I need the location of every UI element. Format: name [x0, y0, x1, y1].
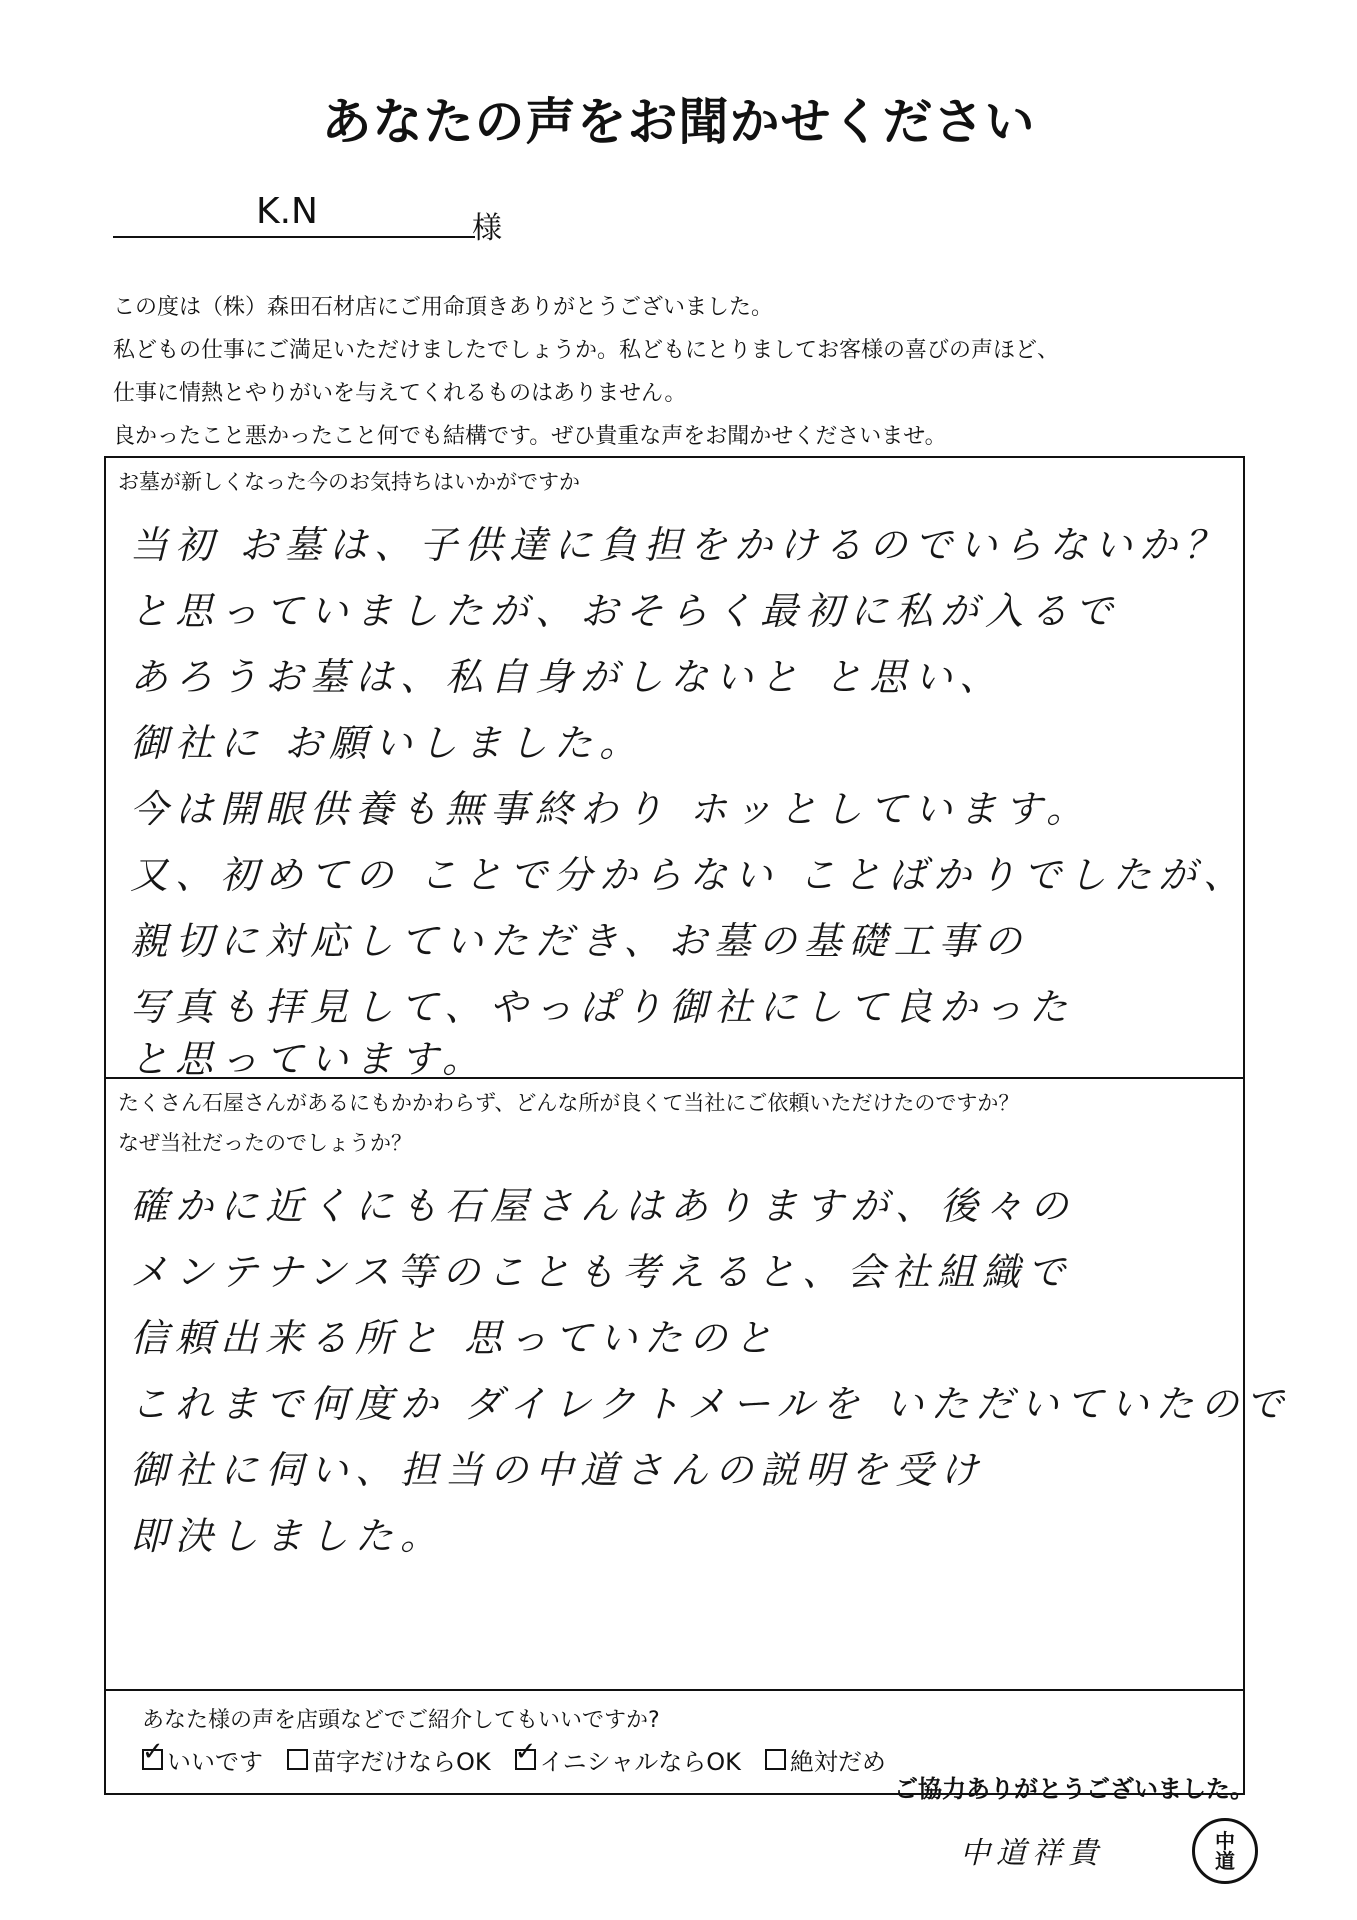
question-2-text: なぜ当社だったのでしょうか？ [118, 1131, 412, 1155]
page-title: あなたの声をお聞かせください [321, 93, 1036, 151]
handwritten-answer-line: 当初 お墓は、子供達に負担をかけるのでいらないか？ [130, 523, 1230, 567]
option-label: イニシャルならOK [539, 1748, 741, 1776]
consent-options [142, 1742, 886, 1777]
staff-signature: 中道祥貴 [960, 1836, 1104, 1871]
name-underline [113, 236, 475, 238]
handwritten-answer-line: あろうお墓は、私自身がしないと と思い、 [130, 655, 1005, 699]
customer-name: K.N [256, 191, 318, 232]
option-label: 絶対だめ [789, 1748, 886, 1776]
intro-line: 仕事に情熱とやりがいを与えてくれるものはありません。 [113, 381, 687, 406]
checkbox-checked-icon[interactable] [142, 1749, 163, 1770]
handwritten-answer-line: 写真も拝見して、やっぱり御社にして良かった [130, 985, 1075, 1029]
handwritten-answer-line: と思っていましたが、おそらく最初に私が入るで [130, 589, 1120, 633]
option-label: いいです [167, 1748, 263, 1776]
question-1-box [104, 456, 1249, 1081]
handwritten-answer-line: 信頼出来る所と 思っていたのと [130, 1316, 780, 1360]
option-label: 苗字だけならOK [312, 1748, 491, 1776]
handwritten-answer-line: 親切に対応していただき、お墓の基礎工事の [130, 919, 1029, 963]
handwritten-answer-line: 又、初めての ことで分からない ことばかりでしたが、 [130, 853, 1249, 897]
intro-line: この度は（株）森田石材店にご用命頂きありがとうございました。 [113, 295, 774, 320]
hanko-seal-icon [1192, 1818, 1258, 1884]
consent-option-never[interactable] [765, 1742, 886, 1777]
question-2-box [104, 1077, 1291, 1691]
closing-thanks: ご協力ありがとうございました。 [894, 1775, 1254, 1803]
question-1-text: お墓が新しくなった今のお気持ちはいかがですか [118, 470, 580, 494]
consent-option-initials-only[interactable] [515, 1742, 741, 1777]
checkbox-checked-icon[interactable] [515, 1749, 536, 1770]
consent-option-iidesu[interactable] [142, 1742, 263, 1777]
handwritten-answer-line: メンテナンス等のことも考えると、会社組織で [130, 1250, 1072, 1294]
checkbox-empty-icon[interactable] [765, 1749, 786, 1770]
handwritten-answer-line: 確かに近くにも石屋さんはありますが、後々の [130, 1184, 1076, 1228]
intro-line: 良かったこと悪かったこと何でも結構です。ぜひ貴重な声をお聞かせくださいませ。 [113, 424, 947, 449]
handwritten-answer-line: これまで何度か ダイレクトメールを いただいていたので [130, 1382, 1291, 1426]
seal-text: 道 [1215, 1849, 1235, 1873]
handwritten-answer-line: 今は開眼供養も無事終わり ホッとしています。 [130, 787, 1092, 831]
seal-text: 中 [1215, 1829, 1235, 1853]
handwritten-answer-line: 御社に伺い、担当の中道さんの説明を受け [130, 1448, 986, 1492]
handwritten-answer-line: と思っています。 [130, 1037, 487, 1081]
handwritten-answer-line: 即決しました。 [130, 1514, 446, 1558]
question-2-text: たくさん石屋さんがあるにもかかわらず、どんな所が良くて当社にご依頼いただけたのですか？ [118, 1091, 1020, 1115]
consent-question: あなた様の声を店頭などでご紹介してもいいですか? [142, 1708, 660, 1733]
customer-honorific: 様 [472, 211, 502, 246]
consent-option-surname-only[interactable] [287, 1742, 491, 1777]
checkbox-empty-icon[interactable] [287, 1749, 308, 1770]
intro-line: 私どもの仕事にご満足いただけましたでしょうか。私どもにとりましてお客様の喜びの声ほど、 [113, 338, 1060, 363]
handwritten-answer-line: 御社に お願いしました。 [130, 721, 645, 765]
